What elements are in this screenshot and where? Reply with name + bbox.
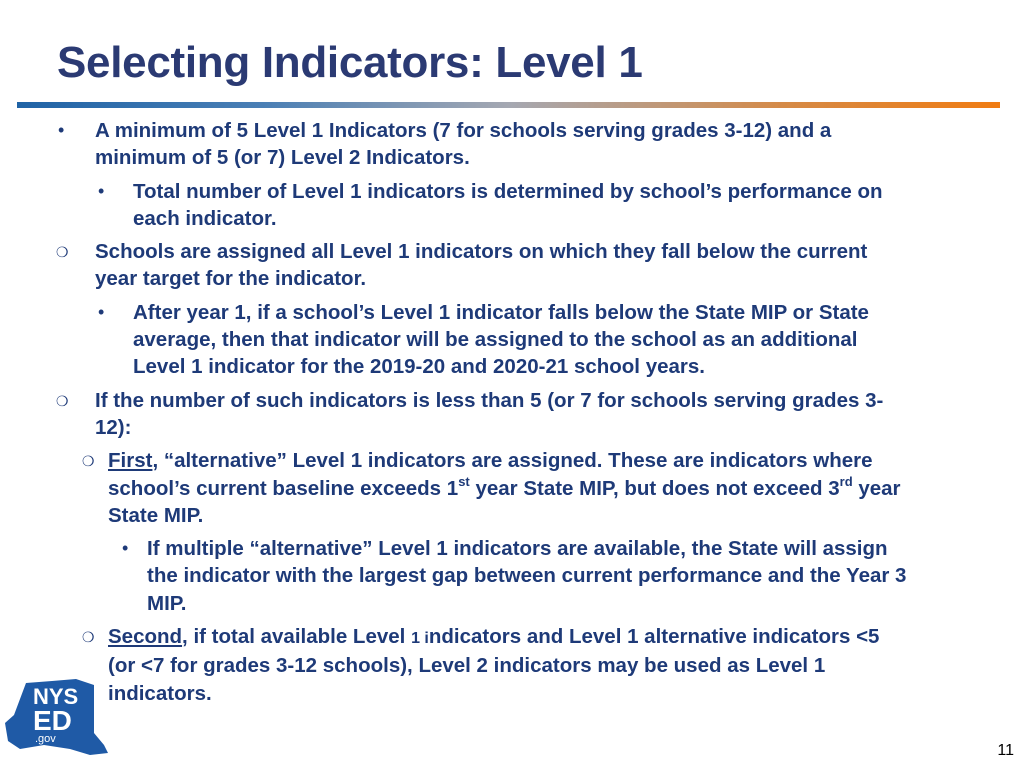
bullet-first-sub [0, 535, 912, 617]
first-label: First [108, 449, 153, 473]
first-text-1: , “alternative” Level 1 indicators are assigned. These are indicators where school’s current baseline exceeds 1 [108, 449, 873, 500]
bullet-1-sub-text: Total number of Level 1 indicators is determined by school’s performance on each indicator. [133, 179, 883, 230]
first-sup-1: st [458, 473, 470, 489]
bullet-second [0, 623, 888, 707]
slide-body [0, 117, 1024, 707]
page-number: 11 [997, 742, 1014, 759]
second-label: Second [108, 625, 183, 649]
bullet-dot-icon: • [98, 180, 105, 201]
bullet-3 [0, 387, 885, 442]
slide-title: Selecting Indicators: Level 1 [57, 38, 643, 87]
logo-nys-text: NYS [33, 684, 79, 709]
logo-ed-text: ED [33, 705, 72, 736]
title-divider [17, 102, 1000, 108]
bullet-1 [0, 117, 925, 172]
bullet-dot-icon: • [98, 301, 105, 322]
first-sup-2: rd [839, 473, 853, 489]
second-small-text: 1 i [411, 630, 429, 648]
bullet-first [0, 447, 903, 529]
nysed-logo [0, 675, 112, 759]
bullet-2-sub-text: After year 1, if a school’s Level 1 indicator falls below the State MIP or State average, then that indicator will be assigned to the school as an additional Level 1 indicator for the 2019-20 and 2020-21 school years. [133, 300, 869, 379]
bullet-1-text: A minimum of 5 Level 1 Indicators (7 for schools serving grades 3-12) and a minimum of 5 (or 7) Level 2 Indicators. [95, 119, 832, 170]
second-text-2: ndicators and Level 1 alternative indicators <5 (or <7 for grades 3-12 schools), Level 2 indicators may be used as Level 1 indicators. [108, 625, 880, 705]
second-text-1: , if total available Level [182, 625, 412, 649]
bullet-2-text: Schools are assigned all Level 1 indicators on which they fall below the current year target for the indicator. [95, 240, 868, 291]
bullet-dot-icon: • [122, 538, 129, 559]
bullet-3-text: If the number of such indicators is less than 5 (or 7 for schools serving grades 3-12): [95, 388, 884, 439]
bullet-2 [0, 238, 895, 293]
bullet-1-sub [0, 178, 923, 233]
first-text-2: year State MIP, but does not exceed 3 [469, 476, 840, 500]
hollow-bullet-icon: ❍ [56, 244, 69, 261]
first-sub-text: If multiple “alternative” Level 1 indicators are available, the State will assign the indicator with the largest gap between current performance and the Year 3 MIP. [147, 537, 907, 615]
hollow-bullet-icon: ❍ [82, 629, 95, 646]
hollow-bullet-icon: ❍ [56, 392, 69, 409]
bullet-dot-icon: • [58, 120, 65, 140]
logo-gov-text: .gov [35, 733, 56, 745]
hollow-bullet-icon: ❍ [82, 453, 95, 470]
bullet-2-sub [0, 299, 898, 381]
first-text-3: year State MIP. [108, 476, 901, 527]
